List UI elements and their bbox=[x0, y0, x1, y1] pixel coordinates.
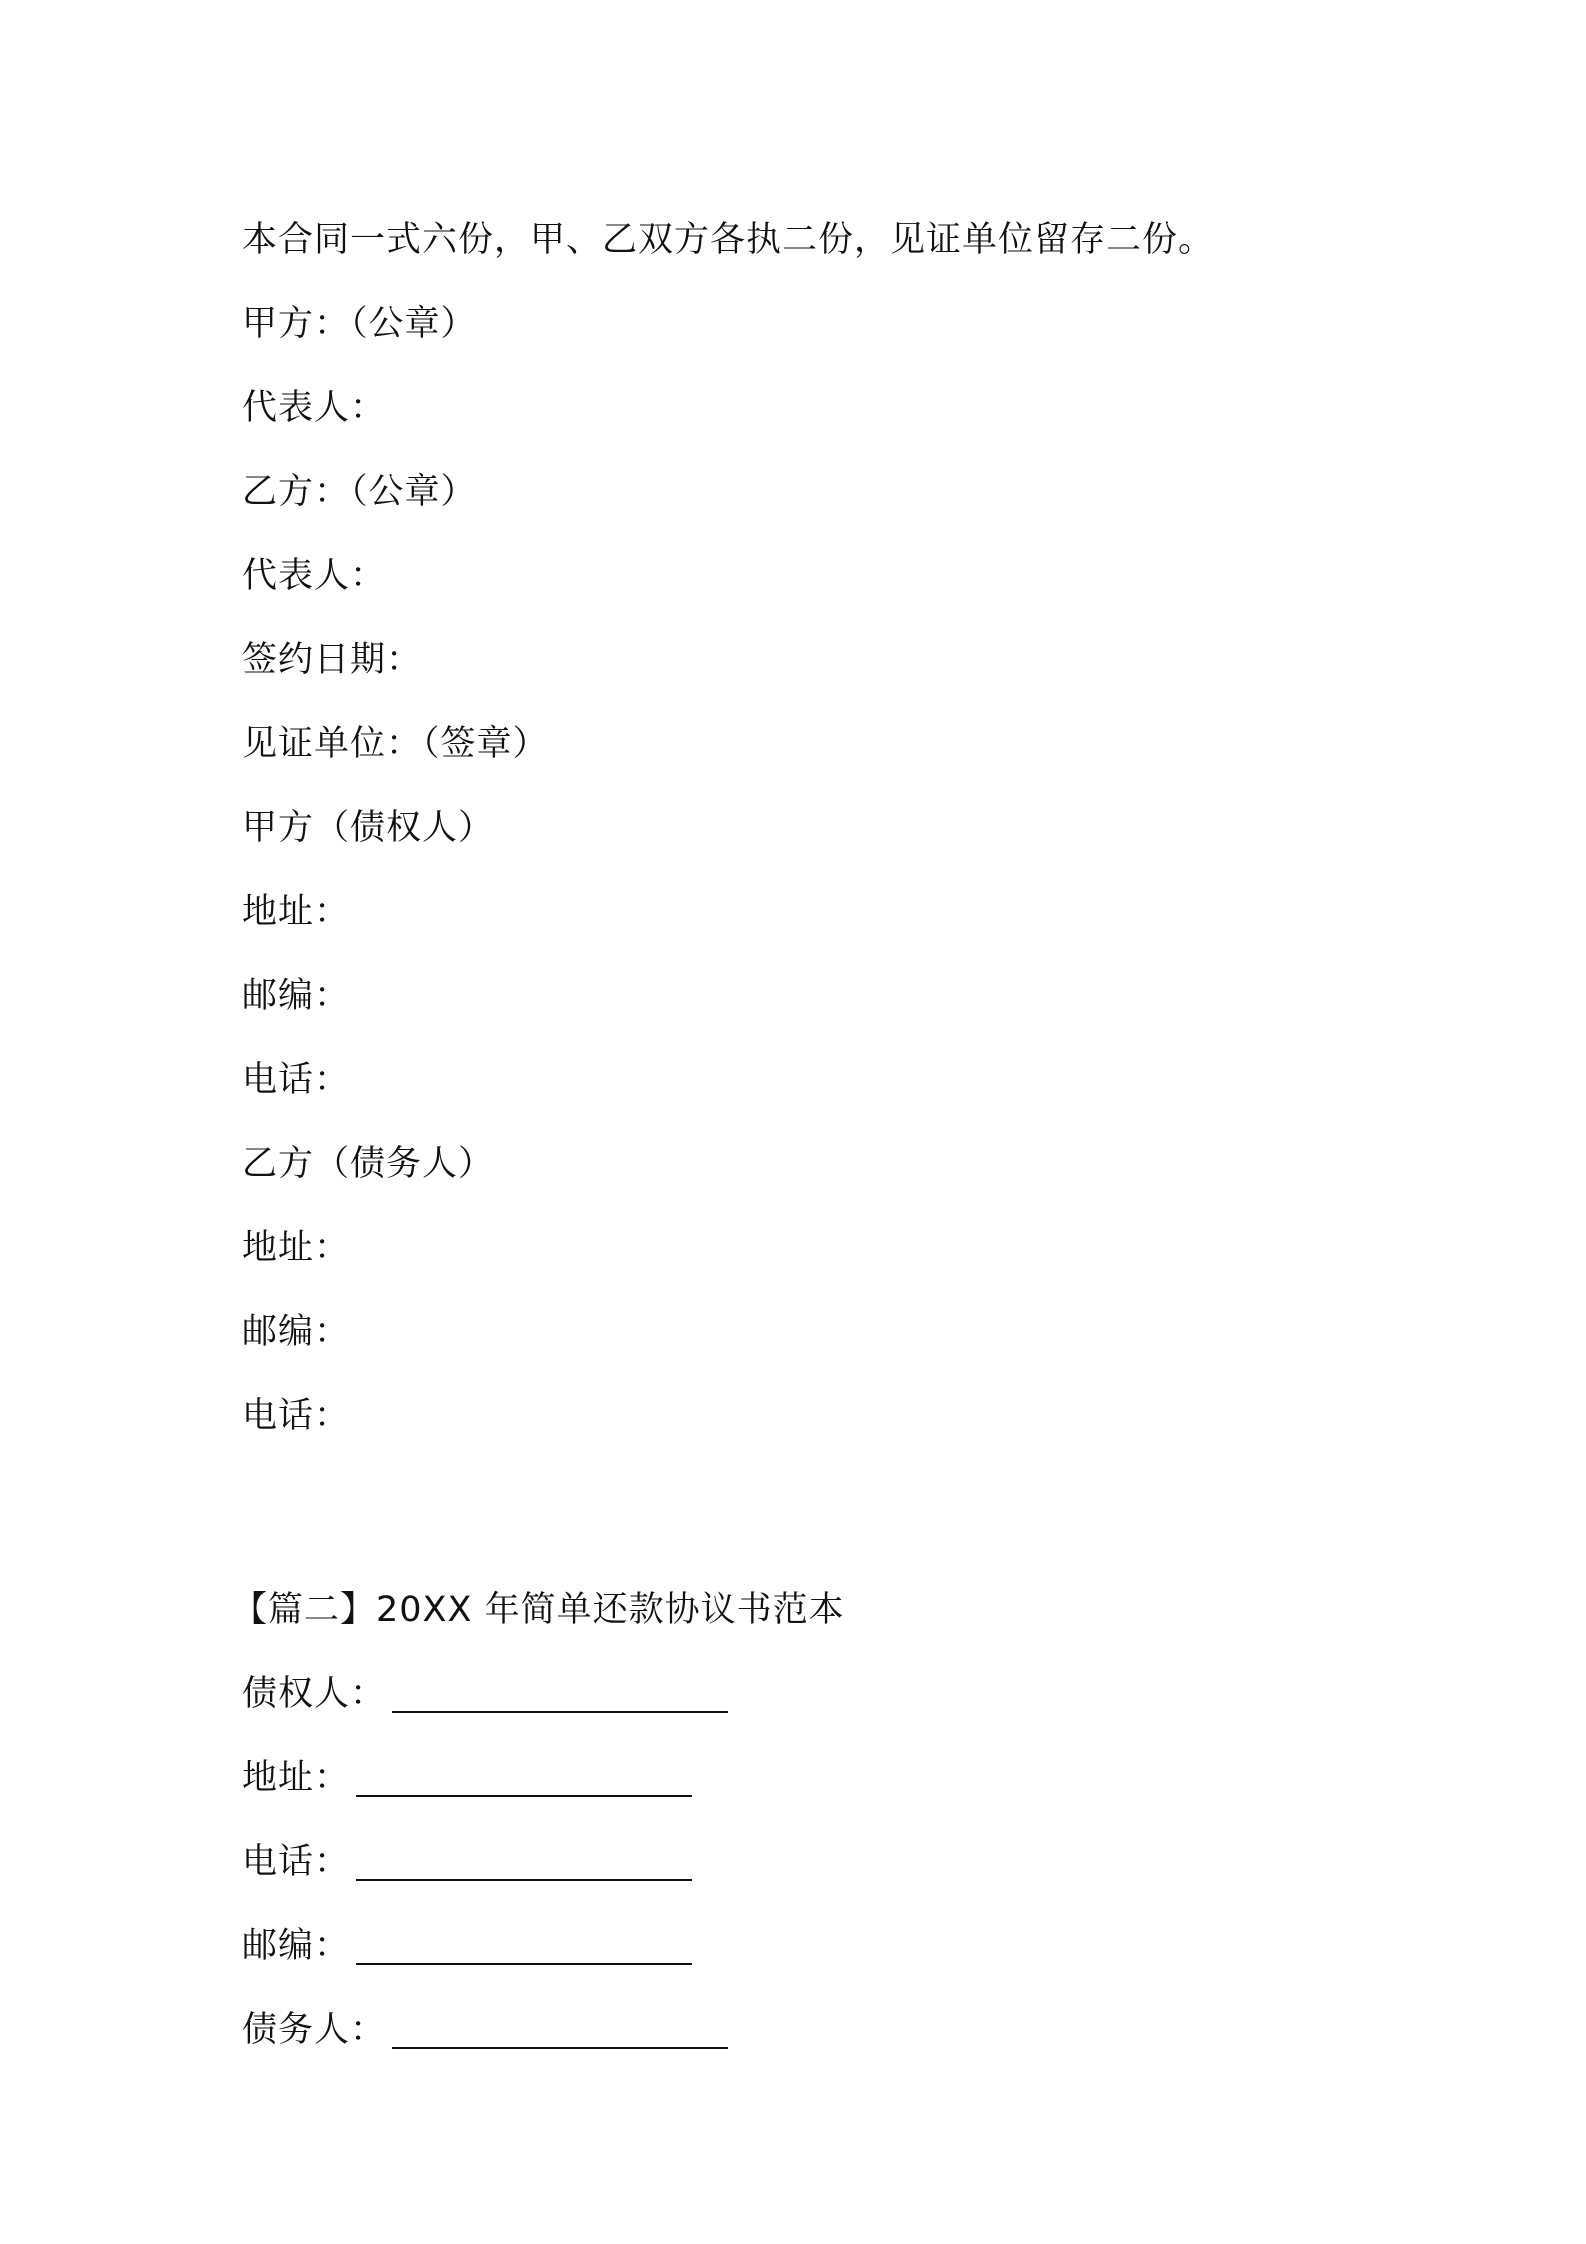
witness-unit-line: 见证单位：（签章） bbox=[242, 724, 549, 764]
debtor-label: 债务人： bbox=[242, 2010, 387, 2050]
party-a-creditor-heading: 甲方（债权人） bbox=[242, 808, 495, 848]
debtor-blank[interactable] bbox=[392, 2013, 728, 2049]
postcode-blank[interactable] bbox=[356, 1929, 692, 1965]
creditor-blank[interactable] bbox=[392, 1677, 728, 1713]
party-a-postcode-line: 邮编： bbox=[242, 976, 351, 1016]
phone-blank[interactable] bbox=[356, 1845, 692, 1881]
debtor-field bbox=[242, 1988, 1342, 2072]
creditor-label: 债权人： bbox=[242, 1674, 387, 1714]
section-spacer bbox=[242, 1458, 1342, 1568]
phone-label: 电话： bbox=[242, 1842, 351, 1882]
section-two-heading: 【篇二】20XX 年简单还款协议书范本 bbox=[232, 1590, 845, 1630]
signing-date-line: 签约日期： bbox=[242, 640, 423, 680]
phone-field bbox=[242, 1820, 1342, 1904]
party-b-debtor-heading: 乙方（债务人） bbox=[242, 1144, 495, 1184]
party-a-representative-line: 代表人： bbox=[242, 388, 387, 428]
document-body bbox=[232, 198, 1342, 2072]
creditor-field bbox=[242, 1652, 1342, 1736]
party-a-phone-line: 电话： bbox=[242, 1060, 351, 1100]
party-a-address-line: 地址： bbox=[242, 892, 351, 932]
address-blank[interactable] bbox=[356, 1761, 692, 1797]
party-b-phone-line: 电话： bbox=[242, 1396, 351, 1436]
address-label: 地址： bbox=[242, 1758, 351, 1798]
postcode-label: 邮编： bbox=[242, 1926, 351, 1966]
address-field bbox=[242, 1736, 1342, 1820]
party-b-postcode-line: 邮编： bbox=[242, 1312, 351, 1352]
contract-copies-clause: 本合同一式六份，甲、乙双方各执二份，见证单位留存二份。 bbox=[242, 220, 1215, 260]
party-b-representative-line: 代表人： bbox=[242, 556, 387, 596]
party-a-seal-line: 甲方：（公章） bbox=[242, 304, 477, 344]
postcode-field bbox=[242, 1904, 1342, 1988]
party-b-address-line: 地址： bbox=[242, 1228, 351, 1268]
party-b-seal-line: 乙方：（公章） bbox=[242, 472, 477, 512]
